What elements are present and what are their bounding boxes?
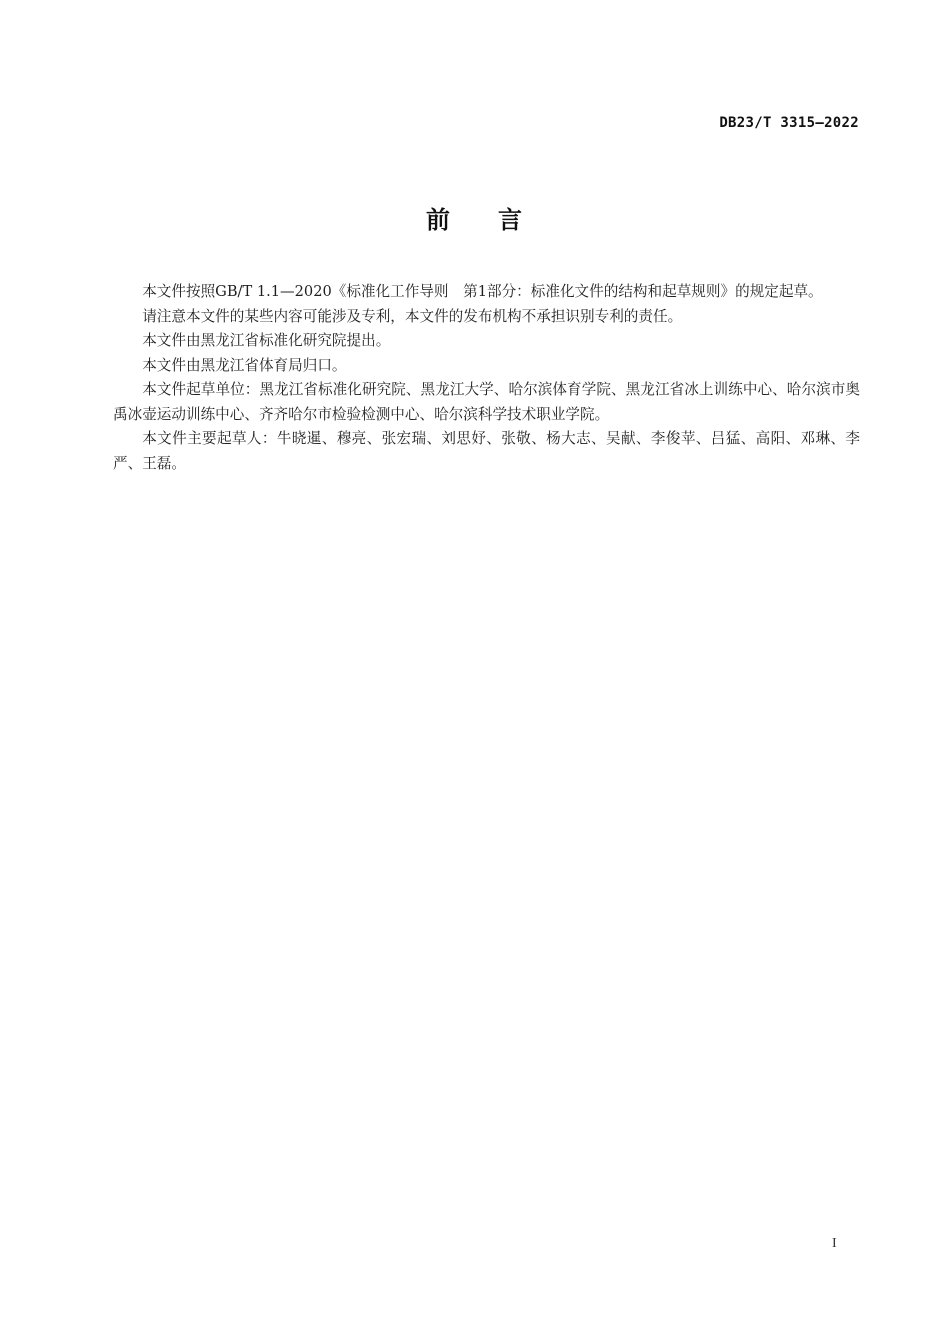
page-title — [0, 200, 950, 235]
title-part-1: 前 — [426, 206, 452, 234]
foreword-body — [113, 280, 860, 476]
page-number: I — [832, 1236, 837, 1251]
paragraph-administrator: 本文件由黑龙江省体育局归口。 — [142, 356, 347, 374]
paragraph-drafters: 本文件主要起草人：牛晓暹、穆亮、张宏瑞、刘思妤、张敬、杨大志、吴献、李俊苹、吕猛、高阳、邓琳、李严、王磊。 — [113, 430, 860, 472]
paragraph-patent-notice: 请注意本文件的某些内容可能涉及专利，本文件的发布机构不承担识别专利的责任。 — [142, 307, 683, 325]
paragraph-standard-basis: 本文件按照GB/T 1.1—2020《标准化工作导则 第1部分：标准化文件的结构和起草规则》的规定起草。 — [142, 283, 823, 300]
document-code: DB23/T 3315—2022 — [719, 115, 859, 131]
title-part-2: 言 — [498, 206, 524, 234]
paragraph-proposer: 本文件由黑龙江省标准化研究院提出。 — [142, 332, 391, 349]
paragraph-drafting-units: 本文件起草单位：黑龙江省标准化研究院、黑龙江大学、哈尔滨体育学院、黑龙江省冰上训练中心、哈尔滨市奥禹冰壶运动训练中心、齐齐哈尔市检验检测中心、哈尔滨科学技术职业学院。 — [113, 381, 860, 423]
